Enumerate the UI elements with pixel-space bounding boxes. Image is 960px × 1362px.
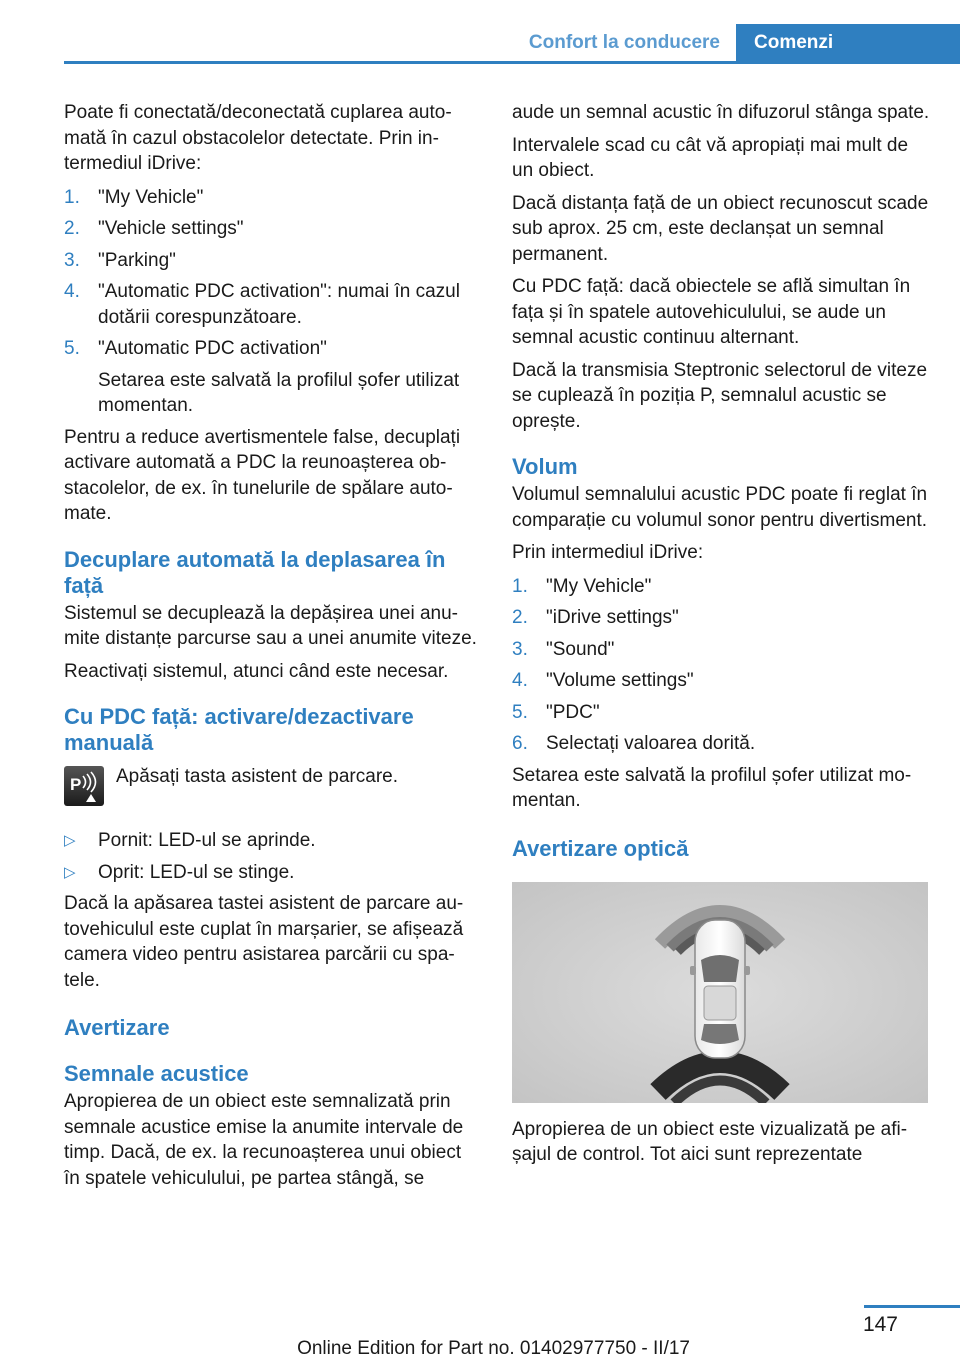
list-item: 5. "PDC" [512,701,600,723]
triangle-bullet-icon: ▷ [64,832,76,849]
paragraph-false-warnings: Pentru a reduce avertismentele false, decuplați activare automată a PDC la reunoașterea obstacolelor, de ex. în tunelurile de spălare automate. [64,426,461,524]
heading-optical-warning: Avertizare optică [512,835,689,861]
list-item-note: Setarea este salvată la profilul șofer utilizat momentan. [98,369,460,416]
list-item: 5. "Automatic PDC activation" Setarea este salvată la profilul șofer utilizat momentan. [64,336,480,419]
header-section-tab: Confort la conducere [528,32,720,53]
svg-text:P: P [70,775,82,794]
list-item: 3. "Sound" [512,638,615,660]
car-sensor-illustration [512,882,928,1103]
paragraph-acoustic: Apropierea de un obiect este semnalizată prin semnale acustice emise la anumite intervale de timp. Dacă, de ex. la recunoașterea unui obiect în spatele vehiculului, pe partea stângă, se [64,1091,464,1189]
list-item: 2. "iDrive settings" [512,607,679,628]
list-item: 1. "My Vehicle" [512,575,652,597]
paragraph-decoupling: Sistemul se decuplează la depășirea unei anumite distanțe parcurse sau a unei anumite viteze. [64,602,477,649]
paragraph-display: Apropierea de un obiect este vizualizată pe afișajul de control. Tot aici sunt reprezentate [512,1118,908,1165]
pdc-display-figure [512,882,928,1103]
paragraph-intervals: Intervalele scad cu cât vă apropiați mai mult de un obiect. [512,134,909,181]
heading-volume: Volum [512,454,578,479]
list-item: 6. Selectați valoarea dorită. [512,733,756,754]
heading-acoustic-signals: Semnale acustice [64,1061,249,1086]
heading-warning: Avertizare [64,1015,170,1040]
footer-edition: Online Edition for Part no. 01402977750 - II/17 [297,1338,690,1359]
paragraph-steptronic: Dacă la transmisia Steptronic selectorul de viteze se cuplează în poziția P, semnalul acustic se oprește. [512,359,928,432]
heading-manual-pdc: Cu PDC față: activare/dezactivare manuală [64,704,414,755]
paragraph-volume: Volumul semnalului acustic PDC poate fi reglat în comparație cu volumul sonor pentru divertisment. [512,484,928,531]
volume-steps-list [512,574,932,757]
idrive-steps-list [64,185,480,419]
header-chapter-tab: Comenzi [736,24,960,61]
list-item: ▷ Pornit: LED-ul se aprinde. [64,828,480,854]
list-item: 3. "Parking" [64,249,176,271]
paragraph-via-idrive: Prin intermediul iDrive: [512,542,704,563]
paragraph-press-button: Apăsați tasta asistent de parcare. [116,766,398,787]
triangle-bullet-icon: ▷ [64,863,76,881]
park-assist-icon-row [64,762,480,810]
paragraph-intro: Poate fi conectată/deconectată cuplarea automată în cazul obstacolelor detectate. Prin intermediul iDrive: [64,102,452,174]
header-rule [64,61,960,64]
paragraph-reactivate: Reactivați sistemul, atunci când este necesar. [64,660,449,682]
paragraph-continuation: aude un semnal acustic în difuzorul stânga spate. [512,102,930,123]
heading-auto-decoupling: Decuplare automată la deplasarea în față [64,546,446,598]
list-item: 4. "Volume settings" [512,670,694,691]
list-item: 1. "My Vehicle" [64,186,204,208]
paragraph-saved: Setarea este salvată la profilul șofer utilizat momentan. [512,764,912,811]
paragraph-camera: Dacă la apăsarea tastei asistent de parcare autovehiculul este cuplat în marșarier, se afișează camera video pentru asistarea parcării cu spatele. [64,893,464,991]
right-column [512,100,932,1175]
paragraph-25cm: Dacă distanța față de un obiect recunoscut scade sub aprox. 25 cm, este declanșat un semnal permanent. [512,192,929,265]
list-item: 4. "Automatic PDC activation": numai în cazul dotării corespunzătoare. [64,281,460,328]
list-item: ▷ Oprit: LED-ul se stinge. [64,860,480,886]
led-status-list [64,828,480,885]
left-column [64,100,480,1198]
page-number: 147 [862,1313,898,1336]
list-item: 2. "Vehicle settings" [64,218,244,239]
footer-rule [864,1305,960,1308]
paragraph-front-pdc: Cu PDC față: dacă obiectele se află simultan în fața și în spatele autovehiculului, se aude un semnal acustic continuu alternant. [512,276,911,348]
park-assist-button-icon [64,766,104,806]
